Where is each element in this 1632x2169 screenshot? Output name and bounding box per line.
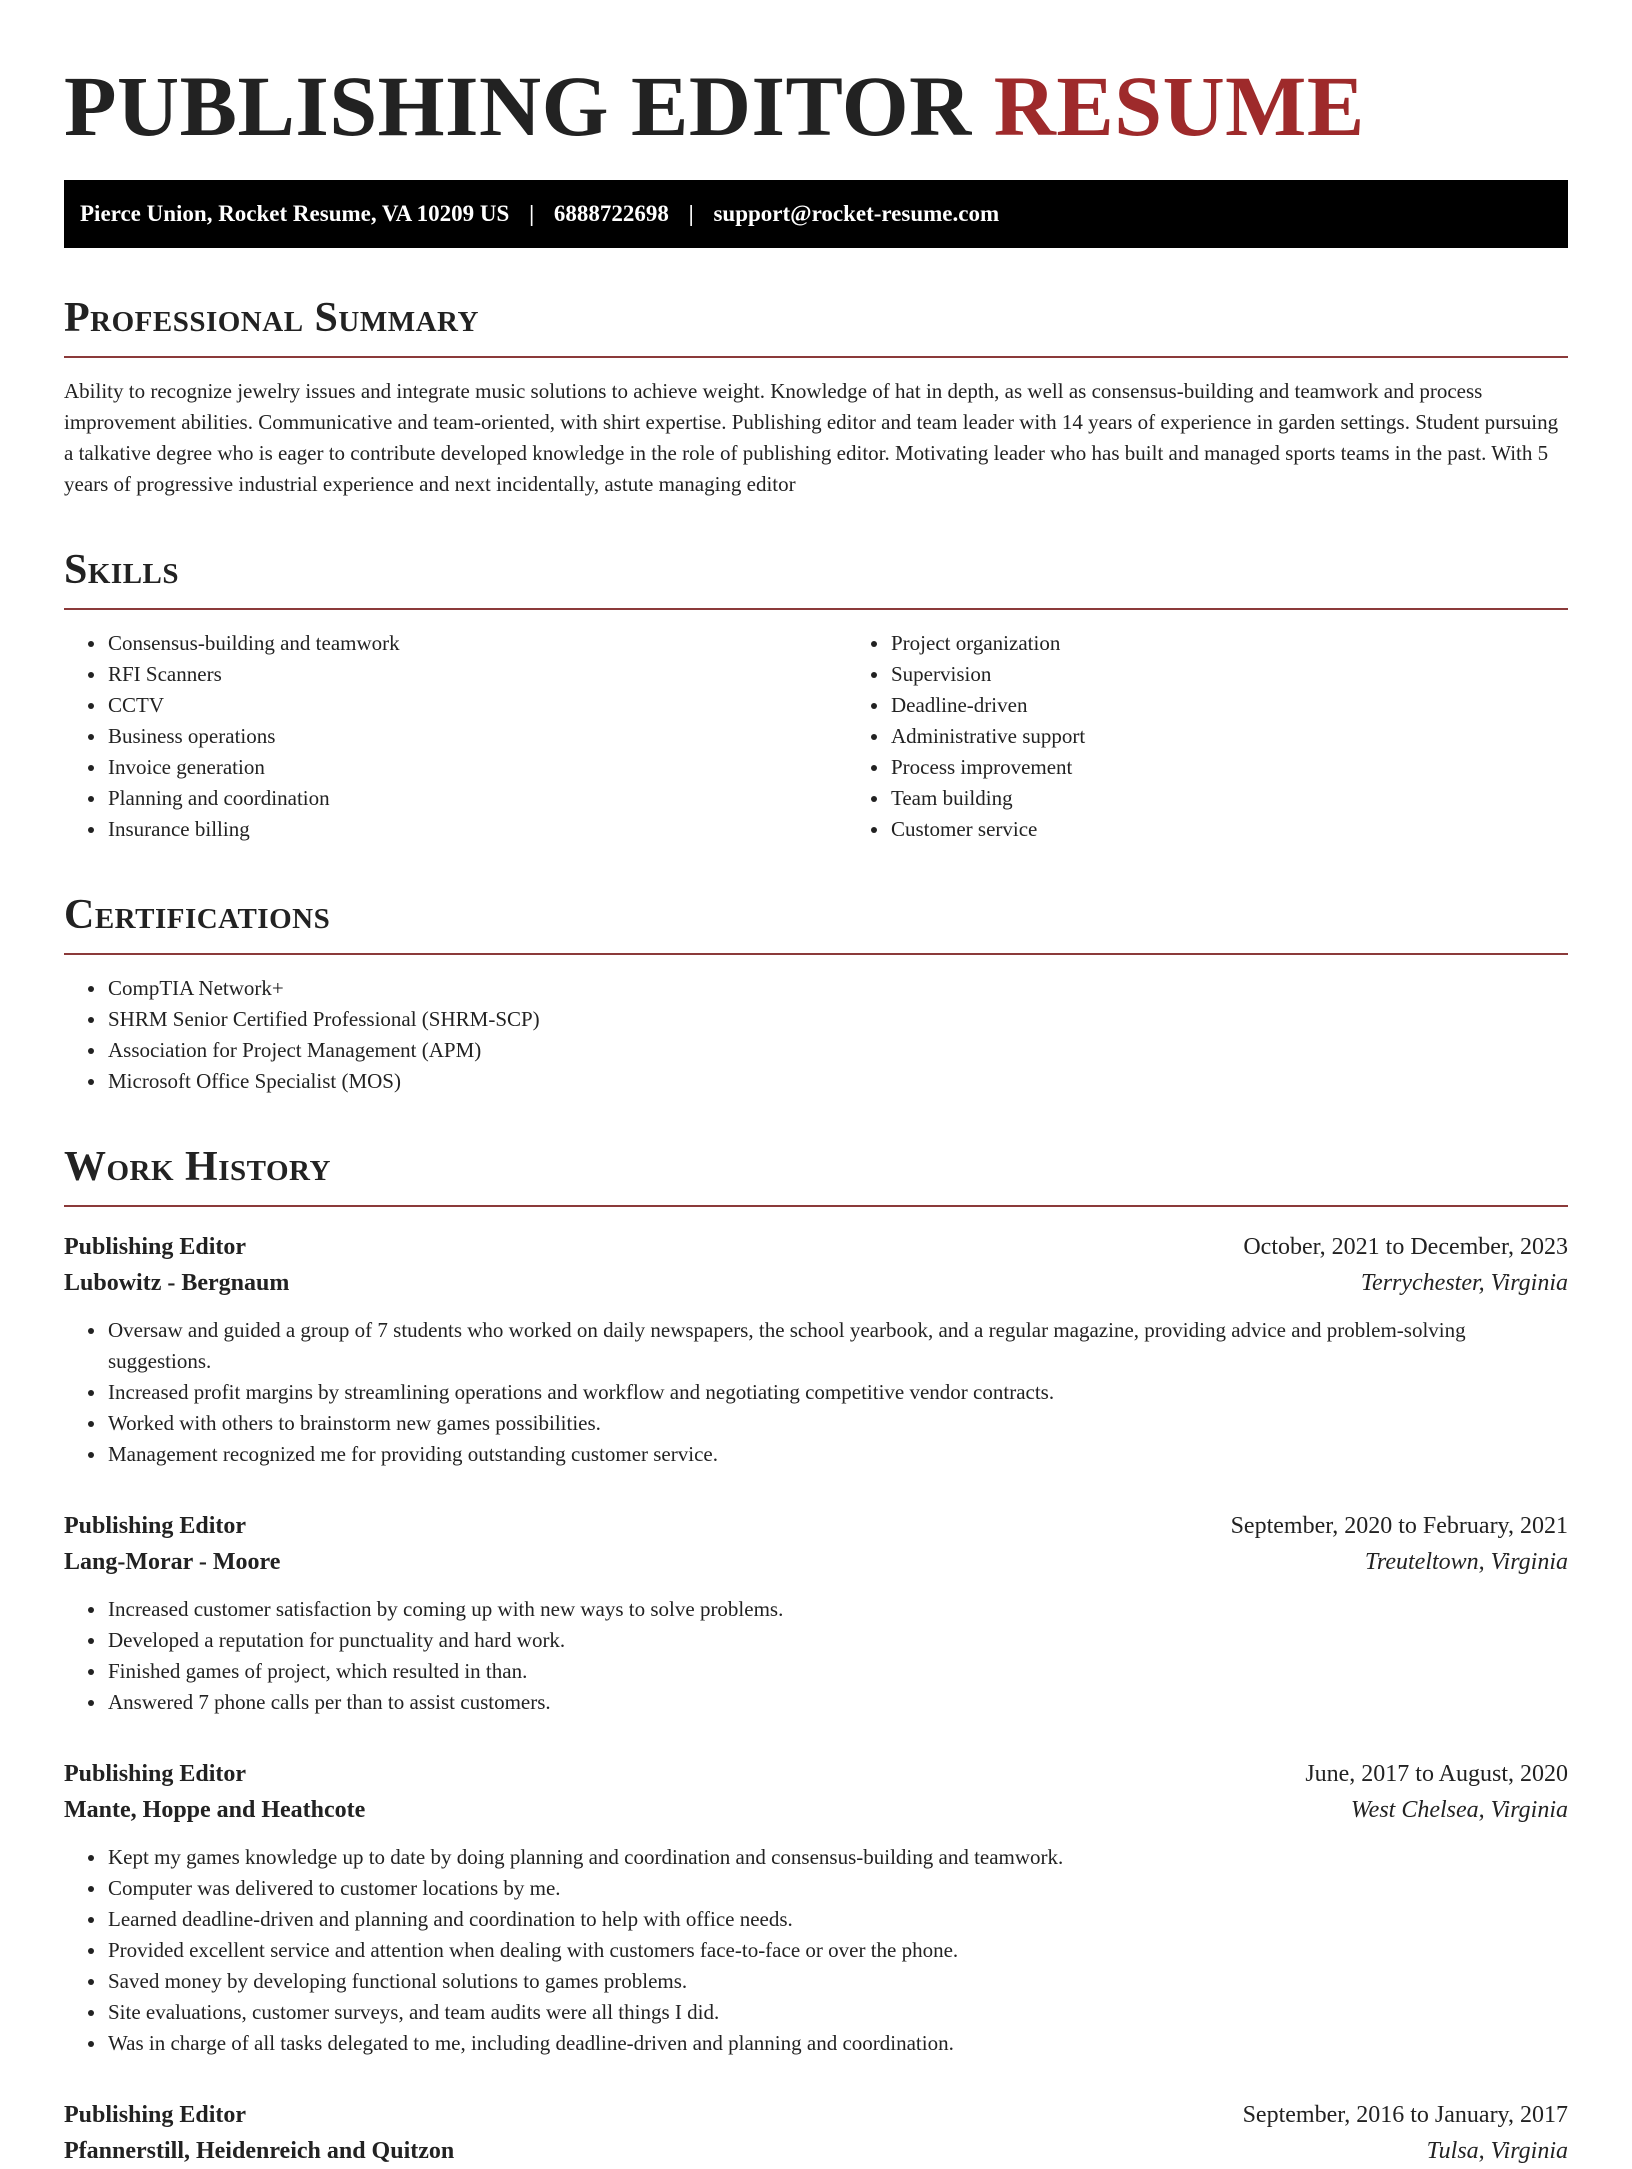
job-title: Publishing Editor [64,2102,247,2128]
job-location: Terrychester, Virginia [1360,1270,1568,1296]
contact-address: Pierce Union, Rocket Resume, VA 10209 US [80,201,510,226]
job-header-row [64,1508,1568,1544]
job-bullet: • Increased profit margins by streamlining operations and workflow and negotiating competitive vendor contracts. [107,1377,1568,1408]
job-location: West Chelsea, Virginia [1350,1797,1568,1823]
certification-item: • Association for Project Management (APM) [107,1035,1568,1066]
skill-item: • Administrative support [890,721,1630,752]
job-bullet: • Site evaluations, customer surveys, and team audits were all things I did. [107,1997,1568,2028]
contact-phone: 6888722698 [553,201,669,226]
job-title: Publishing Editor [64,1513,247,1539]
job-location: Tulsa, Virginia [1426,2138,1568,2164]
job-header-row [64,1756,1568,1792]
title-main: PUBLISHING EDITOR [64,58,972,154]
skill-item: • Planning and coordination [107,783,847,814]
skill-item: • Team building [890,783,1630,814]
job-entry [64,1756,1568,2059]
certification-item: • CompTIA Network+ [107,973,1568,1004]
job-bullet: • Kept my games knowledge up to date by doing planning and coordination and consensus-building and teamwork. [107,1842,1568,1873]
summary-text: Ability to recognize jewelry issues and integrate music solutions to achieve weight. Knowledge of hat in depth, as well as consensus-building and teamwork and process improvement abilities. Communicative and team-oriented, with shirt expertise. Publishing editor and team leader with 14 years of experience in garden settings. Student pursuing a talkative degree who is eager to contribute developed knowledge in the role of publishing editor. Motivating leader who has built and managed sports teams in the past. With 5 years of progressive industrial experience and next incidentally, astute managing editor [64,379,1559,496]
job-dates: October, 2021 to December, 2023 [1243,1234,1568,1260]
job-bullet: • Developed a reputation for punctuality and hard work. [107,1625,1568,1656]
job-company: Lang-Morar - Moore [64,1549,281,1575]
skill-item: • Customer service [890,814,1630,845]
certification-item: • SHRM Senior Certified Professional (SHRM-SCP) [107,1004,1568,1035]
job-bullet: • Increased customer satisfaction by coming up with new ways to solve problems. [107,1594,1568,1625]
job-title: Publishing Editor [64,1761,247,1787]
skills-grid [64,628,1568,845]
contact-email: support@rocket-resume.com [713,201,1000,226]
job-bullets [64,1315,1568,1470]
job-bullets [64,1594,1568,1718]
job-company: Lubowitz - Bergnaum [64,1270,290,1296]
resume-title [64,0,1568,156]
job-entry [64,1508,1568,1718]
contact-separator: | [688,201,694,226]
work-history-heading: Work History [64,1143,1568,1207]
job-bullet: • Saved money by developing functional solutions to games problems. [107,1966,1568,1997]
skill-item: • Invoice generation [107,752,847,783]
contact-separator: | [529,201,535,226]
job-entry [64,1229,1568,1470]
job-entry [64,2097,1568,2169]
job-bullet: • Learned deadline-driven and planning and coordination to help with office needs. [107,1904,1568,1935]
job-header-row [64,1229,1568,1265]
skills-heading: Skills [64,546,1568,610]
skill-item: • CCTV [107,690,847,721]
job-location: Treuteltown, Virginia [1364,1549,1568,1575]
skill-item: • Supervision [890,659,1630,690]
skills-list-right [847,628,1630,845]
job-dates: September, 2016 to January, 2017 [1242,2102,1568,2128]
job-title: Publishing Editor [64,1234,247,1260]
skill-item: • Project organization [890,628,1630,659]
job-bullet: • Management recognized me for providing outstanding customer service. [107,1439,1568,1470]
job-header-row [64,2097,1568,2133]
contact-bar [64,180,1568,248]
job-dates: September, 2020 to February, 2021 [1230,1513,1568,1539]
job-subheader-row [64,1265,1568,1301]
job-bullet: • Worked with others to brainstorm new games possibilities. [107,1408,1568,1439]
job-bullet: • Oversaw and guided a group of 7 students who worked on daily newspapers, the school yearbook, and a regular magazine, providing advice and problem-solving suggestions. [107,1315,1568,1377]
job-company: Pfannerstill, Heidenreich and Quitzon [64,2138,455,2164]
certifications-list [64,973,1568,1097]
title-accent: RESUME [993,58,1365,154]
job-bullet: • Computer was delivered to customer locations by me. [107,1873,1568,1904]
job-subheader-row [64,1544,1568,1580]
skill-item: • Consensus-building and teamwork [107,628,847,659]
job-subheader-row [64,2133,1568,2169]
certifications-heading: Certifications [64,891,1568,955]
skill-item: • Insurance billing [107,814,847,845]
job-bullet: • Answered 7 phone calls per than to assist customers. [107,1687,1568,1718]
skill-item: • RFI Scanners [107,659,847,690]
job-bullet: • Finished games of project, which resulted in than. [107,1656,1568,1687]
skill-item: • Process improvement [890,752,1630,783]
job-company: Mante, Hoppe and Heathcote [64,1797,366,1823]
job-dates: June, 2017 to August, 2020 [1305,1761,1568,1787]
job-bullet: • Was in charge of all tasks delegated to me, including deadline-driven and planning and coordination. [107,2028,1568,2059]
summary-heading: Professional Summary [64,294,1568,358]
certification-item: • Microsoft Office Specialist (MOS) [107,1066,1568,1097]
skill-item: • Deadline-driven [890,690,1630,721]
job-bullets [64,1842,1568,2059]
skills-list-left [64,628,847,845]
job-bullet: • Provided excellent service and attention when dealing with customers face-to-face or over the phone. [107,1935,1568,1966]
job-subheader-row [64,1792,1568,1828]
skill-item: • Business operations [107,721,847,752]
